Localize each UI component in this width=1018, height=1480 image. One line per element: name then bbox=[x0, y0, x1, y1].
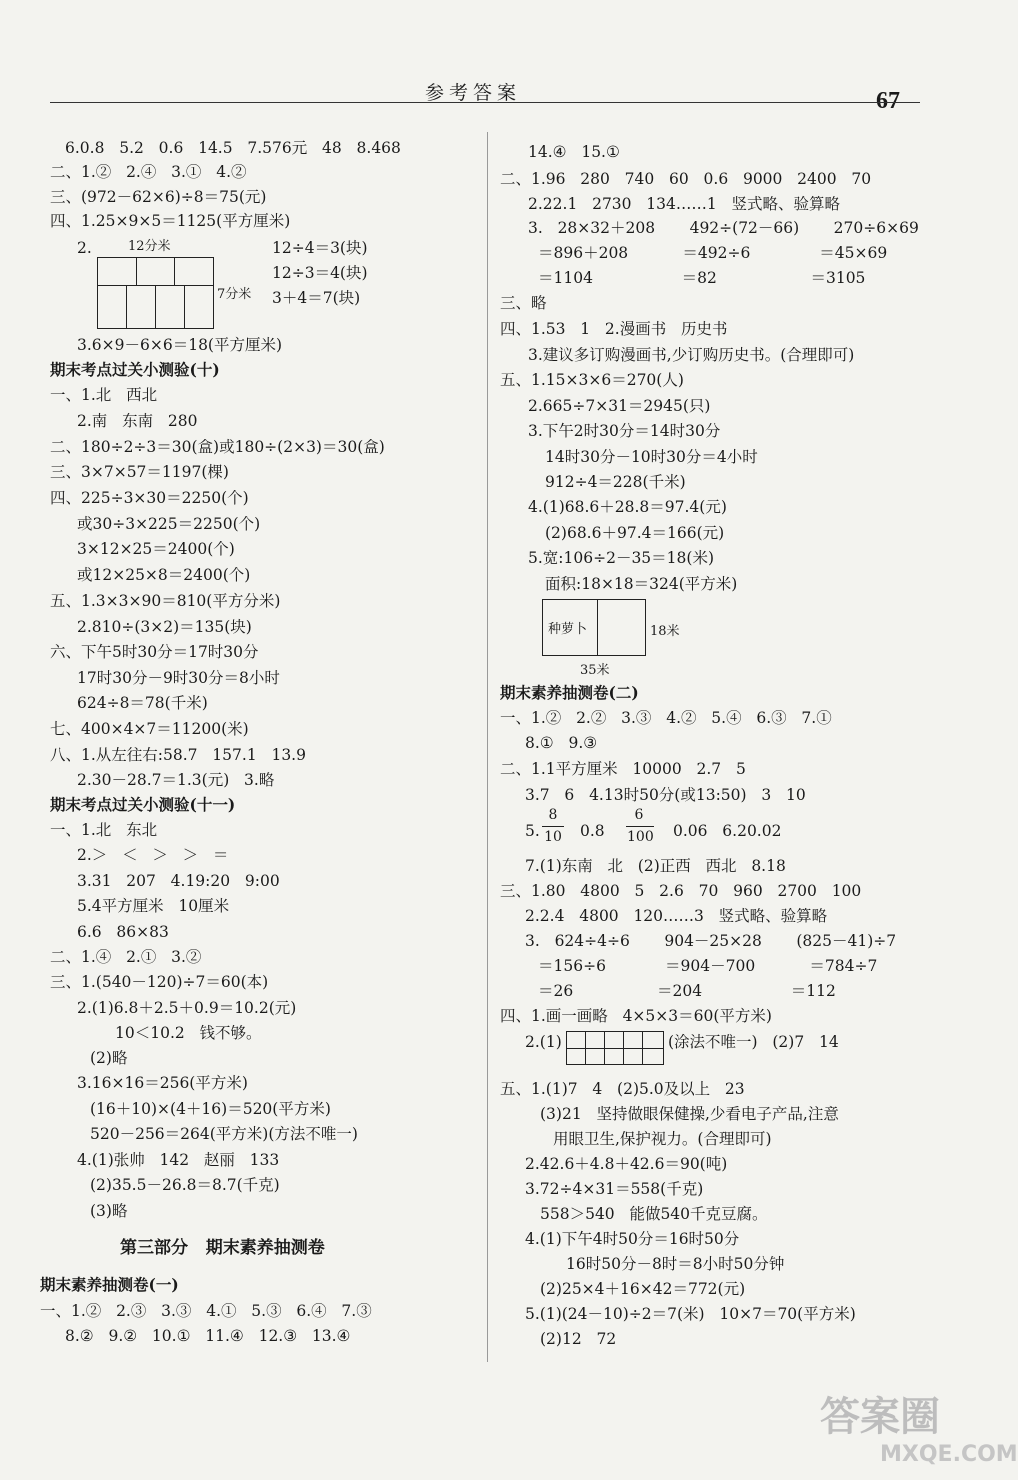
answer-line: 5.(1)(24－10)÷2＝7(米) 10×7＝70(平方米) bbox=[525, 1305, 856, 1323]
answer-line: 四、1.画一画略 4×5×3＝60(平方米) bbox=[500, 1007, 772, 1025]
answer-line: 10＜10.2 钱不够。 bbox=[115, 1024, 262, 1042]
answer-line: 5.宽:106÷2－35＝18(米) bbox=[528, 549, 714, 567]
answer-line: (16＋10)×(4＋16)＝520(平方米) bbox=[90, 1100, 331, 1118]
answer-line: (2)25×4＋16×42＝772(元) bbox=[540, 1280, 746, 1298]
answer-line: 4.(1)68.6＋28.8＝97.4(元) bbox=[528, 498, 727, 516]
answer-line: 2.30－28.7＝1.3(元) 3.略 bbox=[77, 771, 275, 789]
answer-line: 五、1.(1)7 4 (2)5.0及以上 23 bbox=[500, 1080, 745, 1098]
section-heading: 期末考点过关小测验(十一) bbox=[50, 795, 236, 814]
answer-line: 三、略 bbox=[500, 294, 547, 312]
answer-line: 2.南 东南 280 bbox=[77, 412, 198, 430]
answer-line: 5.4平方厘米 10厘米 bbox=[77, 897, 230, 915]
garden-inner-label: 种萝卜 bbox=[548, 622, 588, 637]
page-number: 67 bbox=[876, 88, 900, 114]
answer-line: 四、1.25×9×5＝1125(平方厘米) bbox=[50, 212, 291, 230]
tile-diagram bbox=[97, 257, 214, 329]
answer-line: 2.810÷(3×2)＝135(块) bbox=[77, 618, 252, 636]
answer-line: 2.(1) bbox=[525, 1033, 562, 1051]
answer-line: ＝1104 ＝82 ＝3105 bbox=[538, 269, 866, 287]
answer-line: 3.72÷4×31＝558(千克) bbox=[525, 1180, 704, 1198]
answer-line: 8.② 9.② 10.① 11.④ 12.③ 13.④ bbox=[65, 1327, 351, 1345]
fraction-numerator: 8 bbox=[548, 807, 558, 823]
part-title: 第三部分 期末素养抽测卷 bbox=[120, 1238, 325, 1258]
fraction-numerator: 6 bbox=[634, 807, 644, 823]
answer-line: 2.22.1 2730 134……1 竖式略、验算略 bbox=[528, 195, 841, 213]
answer-line: 17时30分－9时30分＝8小时 bbox=[77, 669, 280, 687]
fraction-denominator: 100 bbox=[627, 829, 654, 845]
answer-line: 3. 28×32＋208 492÷(72－66) 270÷6×69 bbox=[528, 219, 919, 237]
fraction-bar bbox=[542, 826, 564, 827]
answer-line: (2)略 bbox=[90, 1049, 128, 1067]
answer-line: 8.① 9.③ bbox=[525, 734, 598, 752]
fraction-bar bbox=[626, 826, 654, 827]
answer-line: 二、1.② 2.④ 3.① 4.② bbox=[50, 163, 247, 181]
section-heading: 期末素养抽测卷(二) bbox=[500, 683, 639, 702]
answer-line: 一、1.北 西北 bbox=[50, 386, 158, 404]
garden-side-label: 18米 bbox=[650, 624, 680, 639]
answer-line: (2)35.5－26.8＝8.7(千克) bbox=[90, 1176, 280, 1194]
answer-line: 五、1.3×3×90＝810(平方分米) bbox=[50, 592, 281, 610]
answer-line: 三、1.(540－120)÷7＝60(本) bbox=[50, 973, 269, 991]
answer-line: 八、1.从左往右:58.7 157.1 13.9 bbox=[50, 746, 306, 764]
answer-line: 或30÷3×225＝2250(个) bbox=[77, 515, 261, 533]
answer-line: 2.42.6＋4.8＋42.6＝90(吨) bbox=[525, 1155, 728, 1173]
answer-line: 3.31 207 4.19:20 9:00 bbox=[77, 872, 280, 890]
answer-line: (2)68.6＋97.4＝166(元) bbox=[545, 524, 725, 542]
answer-line: 2.665÷7×31＝2945(只) bbox=[528, 397, 711, 415]
answer-line: 912÷4＝228(千米) bbox=[545, 473, 686, 491]
answer-line: 520－256＝264(平方米)(方法不唯一) bbox=[90, 1125, 358, 1143]
answer-line: 4.(1)张帅 142 赵丽 133 bbox=[77, 1151, 280, 1169]
answer-line: 六、下午5时30分＝17时30分 bbox=[50, 643, 259, 661]
answer-line: 或12×25×8＝2400(个) bbox=[77, 566, 251, 584]
answer-line: 3. 624÷4÷6 904－25×28 (825－41)÷7 bbox=[525, 932, 897, 950]
answer-line: 624÷8＝78(千米) bbox=[77, 694, 208, 712]
answer-line: 面积:18×18＝324(平方米) bbox=[545, 575, 738, 593]
answer-line: ＝156÷6 ＝904－700 ＝784÷7 bbox=[538, 957, 878, 975]
answer-line: 三、(972－62×6)÷8＝75(元) bbox=[50, 188, 267, 206]
answer-line: (涂法不唯一) (2)7 14 bbox=[668, 1033, 839, 1051]
watermark-logo: 答案圈 bbox=[820, 1394, 940, 1440]
answer-line: 7.(1)东南 北 (2)正西 西北 8.18 bbox=[525, 857, 786, 875]
answer-line: 二、1.④ 2.① 3.② bbox=[50, 948, 202, 966]
answer-line: 3.6×9－6×6＝18(平方厘米) bbox=[77, 336, 283, 354]
answer-line: 3.7 6 4.13时50分(或13:50) 3 10 bbox=[525, 786, 806, 804]
answer-line: 14.④ 15.① bbox=[528, 143, 620, 161]
answer-line: 5. bbox=[525, 822, 540, 840]
answer-line: 二、1.96 280 740 60 0.6 9000 2400 70 bbox=[500, 170, 872, 188]
answer-line: 四、1.53 1 2.漫画书 历史书 bbox=[500, 320, 728, 338]
answer-line: 3.下午2时30分＝14时30分 bbox=[528, 422, 721, 440]
answer-line: 三、1.80 4800 5 2.6 70 960 2700 100 bbox=[500, 882, 862, 900]
answer-line: 2. bbox=[77, 239, 92, 257]
answer-line: 一、1.北 东北 bbox=[50, 821, 158, 839]
header-rule bbox=[50, 102, 920, 103]
answer-line: 16时50分－8时＝8小时50分钟 bbox=[566, 1255, 785, 1273]
grid-diagram bbox=[566, 1031, 664, 1065]
answer-line: (2)12 72 bbox=[540, 1330, 617, 1348]
answer-line: 用眼卫生,保护视力。(合理即可) bbox=[553, 1130, 772, 1148]
answer-line: 6.0.8 5.2 0.6 14.5 7.576元 48 8.468 bbox=[65, 139, 401, 157]
diagram-side-label: 7分米 bbox=[217, 287, 252, 302]
answer-line: 二、180÷2÷3＝30(盒)或180÷(2×3)＝30(盒) bbox=[50, 438, 385, 456]
diagram-top-label: 12分米 bbox=[128, 239, 171, 254]
answer-line: 3＋4＝7(块) bbox=[272, 289, 361, 307]
answer-line: 五、1.15×3×6＝270(人) bbox=[500, 371, 684, 389]
answer-line: 一、1.② 2.② 3.③ 4.② 5.④ 6.③ 7.① bbox=[500, 709, 832, 727]
answer-line: (3)21 坚持做眼保健操,少看电子产品,注意 bbox=[540, 1105, 839, 1123]
page-header-title: 参考答案 bbox=[425, 82, 522, 104]
answer-line: 一、1.② 2.③ 3.③ 4.① 5.③ 6.④ 7.③ bbox=[40, 1302, 372, 1320]
answer-line: 6.6 86×83 bbox=[77, 923, 169, 941]
answer-line: 七、400×4×7＝11200(米) bbox=[50, 720, 249, 738]
answer-line: 0.8 bbox=[580, 822, 605, 840]
answer-line: 12÷4＝3(块) bbox=[272, 239, 368, 257]
answer-line: 四、225÷3×30＝2250(个) bbox=[50, 489, 249, 507]
answer-line: 二、1.1平方厘米 10000 2.7 5 bbox=[500, 760, 746, 778]
answer-line: 三、3×7×57＝1197(棵) bbox=[50, 463, 229, 481]
garden-bottom-label: 35米 bbox=[580, 663, 610, 678]
answer-line: 12÷3＝4(块) bbox=[272, 264, 368, 282]
section-heading: 期末素养抽测卷(一) bbox=[40, 1275, 179, 1294]
fraction-denominator: 10 bbox=[544, 829, 562, 845]
answer-line: 3×12×25＝2400(个) bbox=[77, 540, 235, 558]
answer-line: 2.＞ ＜ ＞ ＞ ＝ bbox=[77, 846, 229, 864]
answer-line: ＝896＋208 ＝492÷6 ＝45×69 bbox=[538, 244, 888, 262]
answer-line: 14时30分－10时30分＝4小时 bbox=[545, 448, 758, 466]
answer-line: 3.16×16＝256(平方米) bbox=[77, 1074, 248, 1092]
answer-line: 4.(1)下午4时50分＝16时50分 bbox=[525, 1230, 740, 1248]
section-heading: 期末考点过关小测验(十) bbox=[50, 360, 220, 379]
answer-line: 2.2.4 4800 120……3 竖式略、验算略 bbox=[525, 907, 828, 925]
watermark-url: MXQE.COM bbox=[880, 1442, 1018, 1467]
answer-line: 558＞540 能做540千克豆腐。 bbox=[540, 1205, 768, 1223]
answer-line: 3.建议多订购漫画书,少订购历史书。(合理即可) bbox=[528, 346, 855, 364]
answer-line: 0.06 6.20.02 bbox=[673, 822, 782, 840]
column-divider bbox=[487, 132, 488, 1362]
answer-line: (3)略 bbox=[90, 1202, 128, 1220]
answer-line: ＝26 ＝204 ＝112 bbox=[538, 982, 836, 1000]
answer-line: 2.(1)6.8＋2.5＋0.9＝10.2(元) bbox=[77, 999, 297, 1017]
